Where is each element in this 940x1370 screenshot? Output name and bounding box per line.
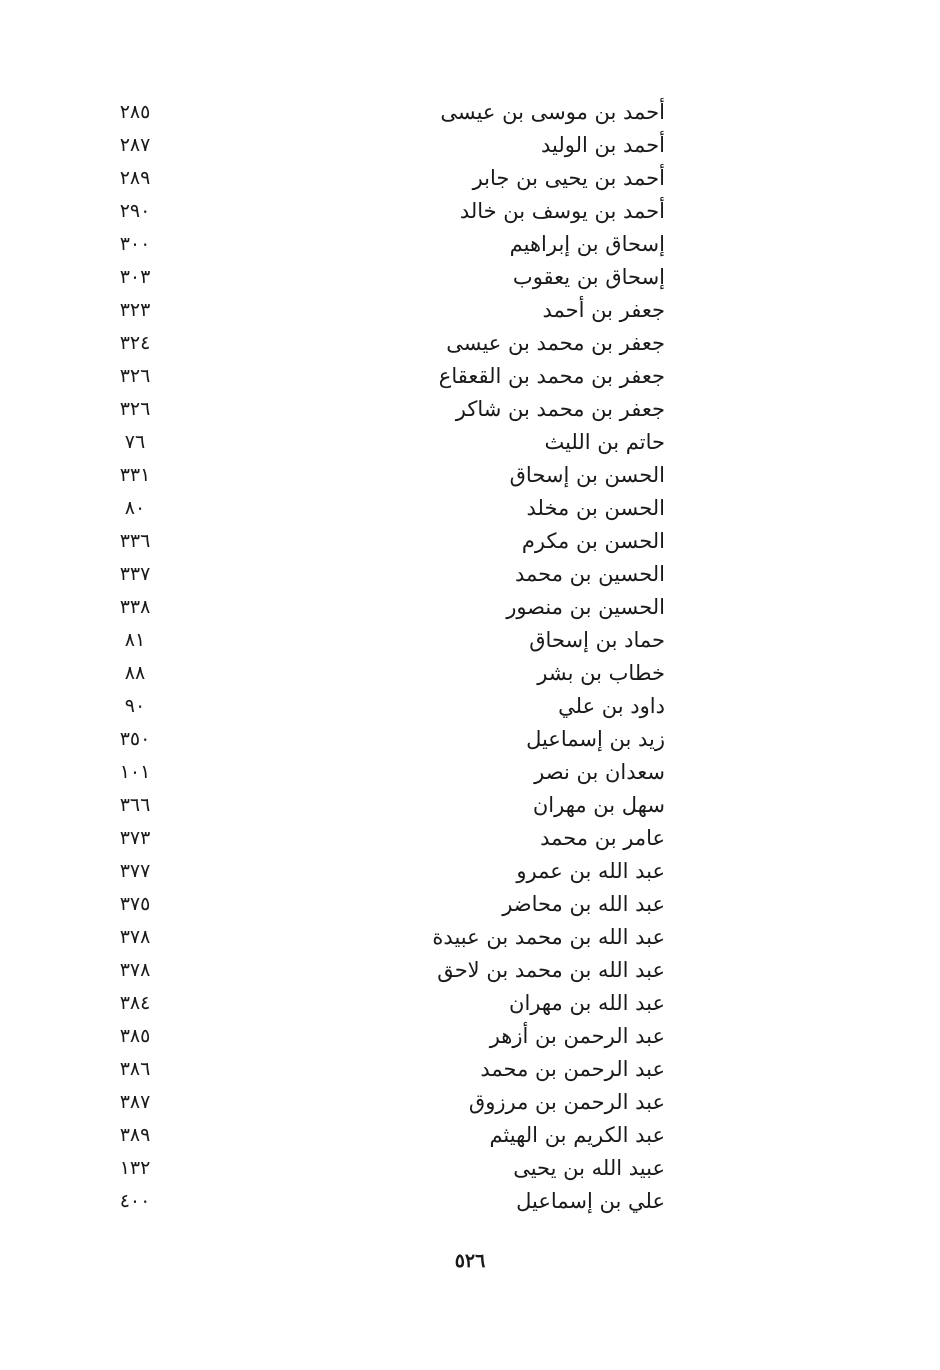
- entry-page-number: ٣٣٦: [119, 530, 151, 552]
- index-entry: [100, 96, 670, 129]
- index-entry: [100, 921, 670, 954]
- entry-name: عبيد الله بن يحيى: [513, 1156, 665, 1180]
- entry-page-number: ٢٨٧: [119, 134, 151, 156]
- entry-page-number: ٣٨٦: [119, 1058, 151, 1080]
- entry-page-number: ٣٨٤: [119, 992, 151, 1014]
- index-entry: [100, 1185, 670, 1218]
- entry-name: عبد الرحمن بن محمد: [480, 1057, 665, 1081]
- index-entry: [100, 1152, 670, 1185]
- index-entry: [100, 129, 670, 162]
- entry-name: سعدان بن نصر: [534, 760, 665, 784]
- index-entry: [100, 822, 670, 855]
- entry-name: أحمد بن الوليد: [540, 133, 665, 157]
- index-entry: [100, 327, 670, 360]
- entry-page-number: ٣٢٣: [119, 299, 151, 321]
- entry-name: إسحاق بن إبراهيم: [509, 232, 665, 256]
- entry-name: داود بن علي: [558, 694, 665, 718]
- entry-page-number: ٣٧٣: [119, 827, 151, 849]
- index-entry: [100, 558, 670, 591]
- entry-name: حماد بن إسحاق: [529, 628, 665, 652]
- entry-name: زيد بن إسماعيل: [526, 727, 665, 751]
- entry-name: الحسن بن مكرم: [521, 529, 665, 553]
- entry-name: أحمد بن يحيى بن جابر: [472, 166, 665, 190]
- index-entry: [100, 261, 670, 294]
- entry-page-number: ٣٢٤: [119, 332, 151, 354]
- entry-page-number: ٣٠٠: [119, 233, 151, 255]
- index-entry: [100, 888, 670, 921]
- index-entry: [100, 657, 670, 690]
- index-entry: [100, 1020, 670, 1053]
- index-entry: [100, 591, 670, 624]
- entry-page-number: ٣٢٦: [119, 365, 151, 387]
- index-entry: [100, 195, 670, 228]
- index-entry: [100, 228, 670, 261]
- entry-page-number: ٣٣٨: [119, 596, 151, 618]
- entry-name: أحمد بن يوسف بن خالد: [459, 199, 665, 223]
- page-number: ٥٢٦: [454, 1250, 486, 1272]
- entry-name: عبد الله بن محاضر: [502, 892, 665, 916]
- entry-name: الحسين بن محمد: [515, 562, 665, 586]
- index-entry: [100, 723, 670, 756]
- entry-page-number: ٣٣٧: [119, 563, 151, 585]
- entry-page-number: ٣٦٦: [119, 794, 151, 816]
- entry-page-number: ٣٧٨: [119, 959, 151, 981]
- entry-name: سهل بن مهران: [532, 793, 665, 817]
- index-entry: [100, 426, 670, 459]
- entry-page-number: ٧٦: [124, 431, 146, 453]
- entry-name: أحمد بن موسى بن عيسى: [440, 100, 665, 124]
- index-entry: [100, 1119, 670, 1152]
- entry-page-number: ٣٧٨: [119, 926, 151, 948]
- entry-page-number: ٤٠٠: [119, 1190, 151, 1212]
- index-list: [100, 96, 670, 1218]
- entry-page-number: ٨١: [124, 629, 146, 651]
- entry-name: إسحاق بن يعقوب: [512, 265, 665, 289]
- entry-name: عبد الكريم بن الهيثم: [489, 1123, 665, 1147]
- entry-page-number: ٣٨٥: [119, 1025, 151, 1047]
- index-entry: [100, 459, 670, 492]
- index-entry: [100, 1086, 670, 1119]
- entry-page-number: ٢٨٥: [119, 101, 151, 123]
- entry-name: الحسن بن مخلد: [526, 496, 665, 520]
- index-entry: [100, 756, 670, 789]
- index-entry: [100, 294, 670, 327]
- entry-name: عامر بن محمد: [540, 826, 665, 850]
- entry-page-number: ٨٨: [124, 662, 146, 684]
- index-entry: [100, 954, 670, 987]
- entry-name: جعفر بن محمد بن عيسى: [446, 331, 665, 355]
- index-entry: [100, 789, 670, 822]
- entry-page-number: ٣٣١: [119, 464, 151, 486]
- entry-page-number: ٣٨٩: [119, 1124, 151, 1146]
- index-entry: [100, 855, 670, 888]
- entry-name: عبد الرحمن بن مرزوق: [468, 1090, 665, 1114]
- index-entry: [100, 1053, 670, 1086]
- entry-name: الحسين بن منصور: [506, 595, 665, 619]
- entry-page-number: ٢٩٠: [119, 200, 151, 222]
- index-entry: [100, 525, 670, 558]
- entry-name: عبد الله بن محمد بن عبيدة: [432, 925, 665, 949]
- entry-name: حاتم بن الليث: [544, 430, 665, 454]
- entry-name: الحسن بن إسحاق: [509, 463, 665, 487]
- entry-name: جعفر بن محمد بن القعقاع: [438, 364, 665, 388]
- entry-name: علي بن إسماعيل: [516, 1189, 665, 1213]
- entry-page-number: ٢٨٩: [119, 167, 151, 189]
- index-entry: [100, 492, 670, 525]
- entry-page-number: ٣٢٦: [119, 398, 151, 420]
- entry-page-number: ٩٠: [124, 695, 146, 717]
- index-entry: [100, 360, 670, 393]
- entry-page-number: ٨٠: [124, 497, 146, 519]
- entry-name: جعفر بن محمد بن شاكر: [455, 397, 665, 421]
- index-entry: [100, 162, 670, 195]
- entry-page-number: ٣٧٧: [119, 860, 151, 882]
- entry-name: عبد الله بن مهران: [509, 991, 665, 1015]
- entry-page-number: ٣٧٥: [119, 893, 151, 915]
- entry-name: خطاب بن بشر: [537, 661, 665, 685]
- entry-name: عبد الله بن عمرو: [516, 859, 665, 883]
- entry-name: عبد الرحمن بن أزهر: [489, 1024, 665, 1048]
- index-entry: [100, 690, 670, 723]
- entry-name: جعفر بن أحمد: [542, 298, 665, 322]
- entry-name: عبد الله بن محمد بن لاحق: [437, 958, 665, 982]
- entry-page-number: ١٣٢: [119, 1157, 151, 1179]
- entry-page-number: ٣٠٣: [119, 266, 151, 288]
- entry-page-number: ٣٨٧: [119, 1091, 151, 1113]
- index-entry: [100, 624, 670, 657]
- entry-page-number: ٣٥٠: [119, 728, 151, 750]
- index-entry: [100, 393, 670, 426]
- entry-page-number: ١٠١: [119, 761, 151, 783]
- index-entry: [100, 987, 670, 1020]
